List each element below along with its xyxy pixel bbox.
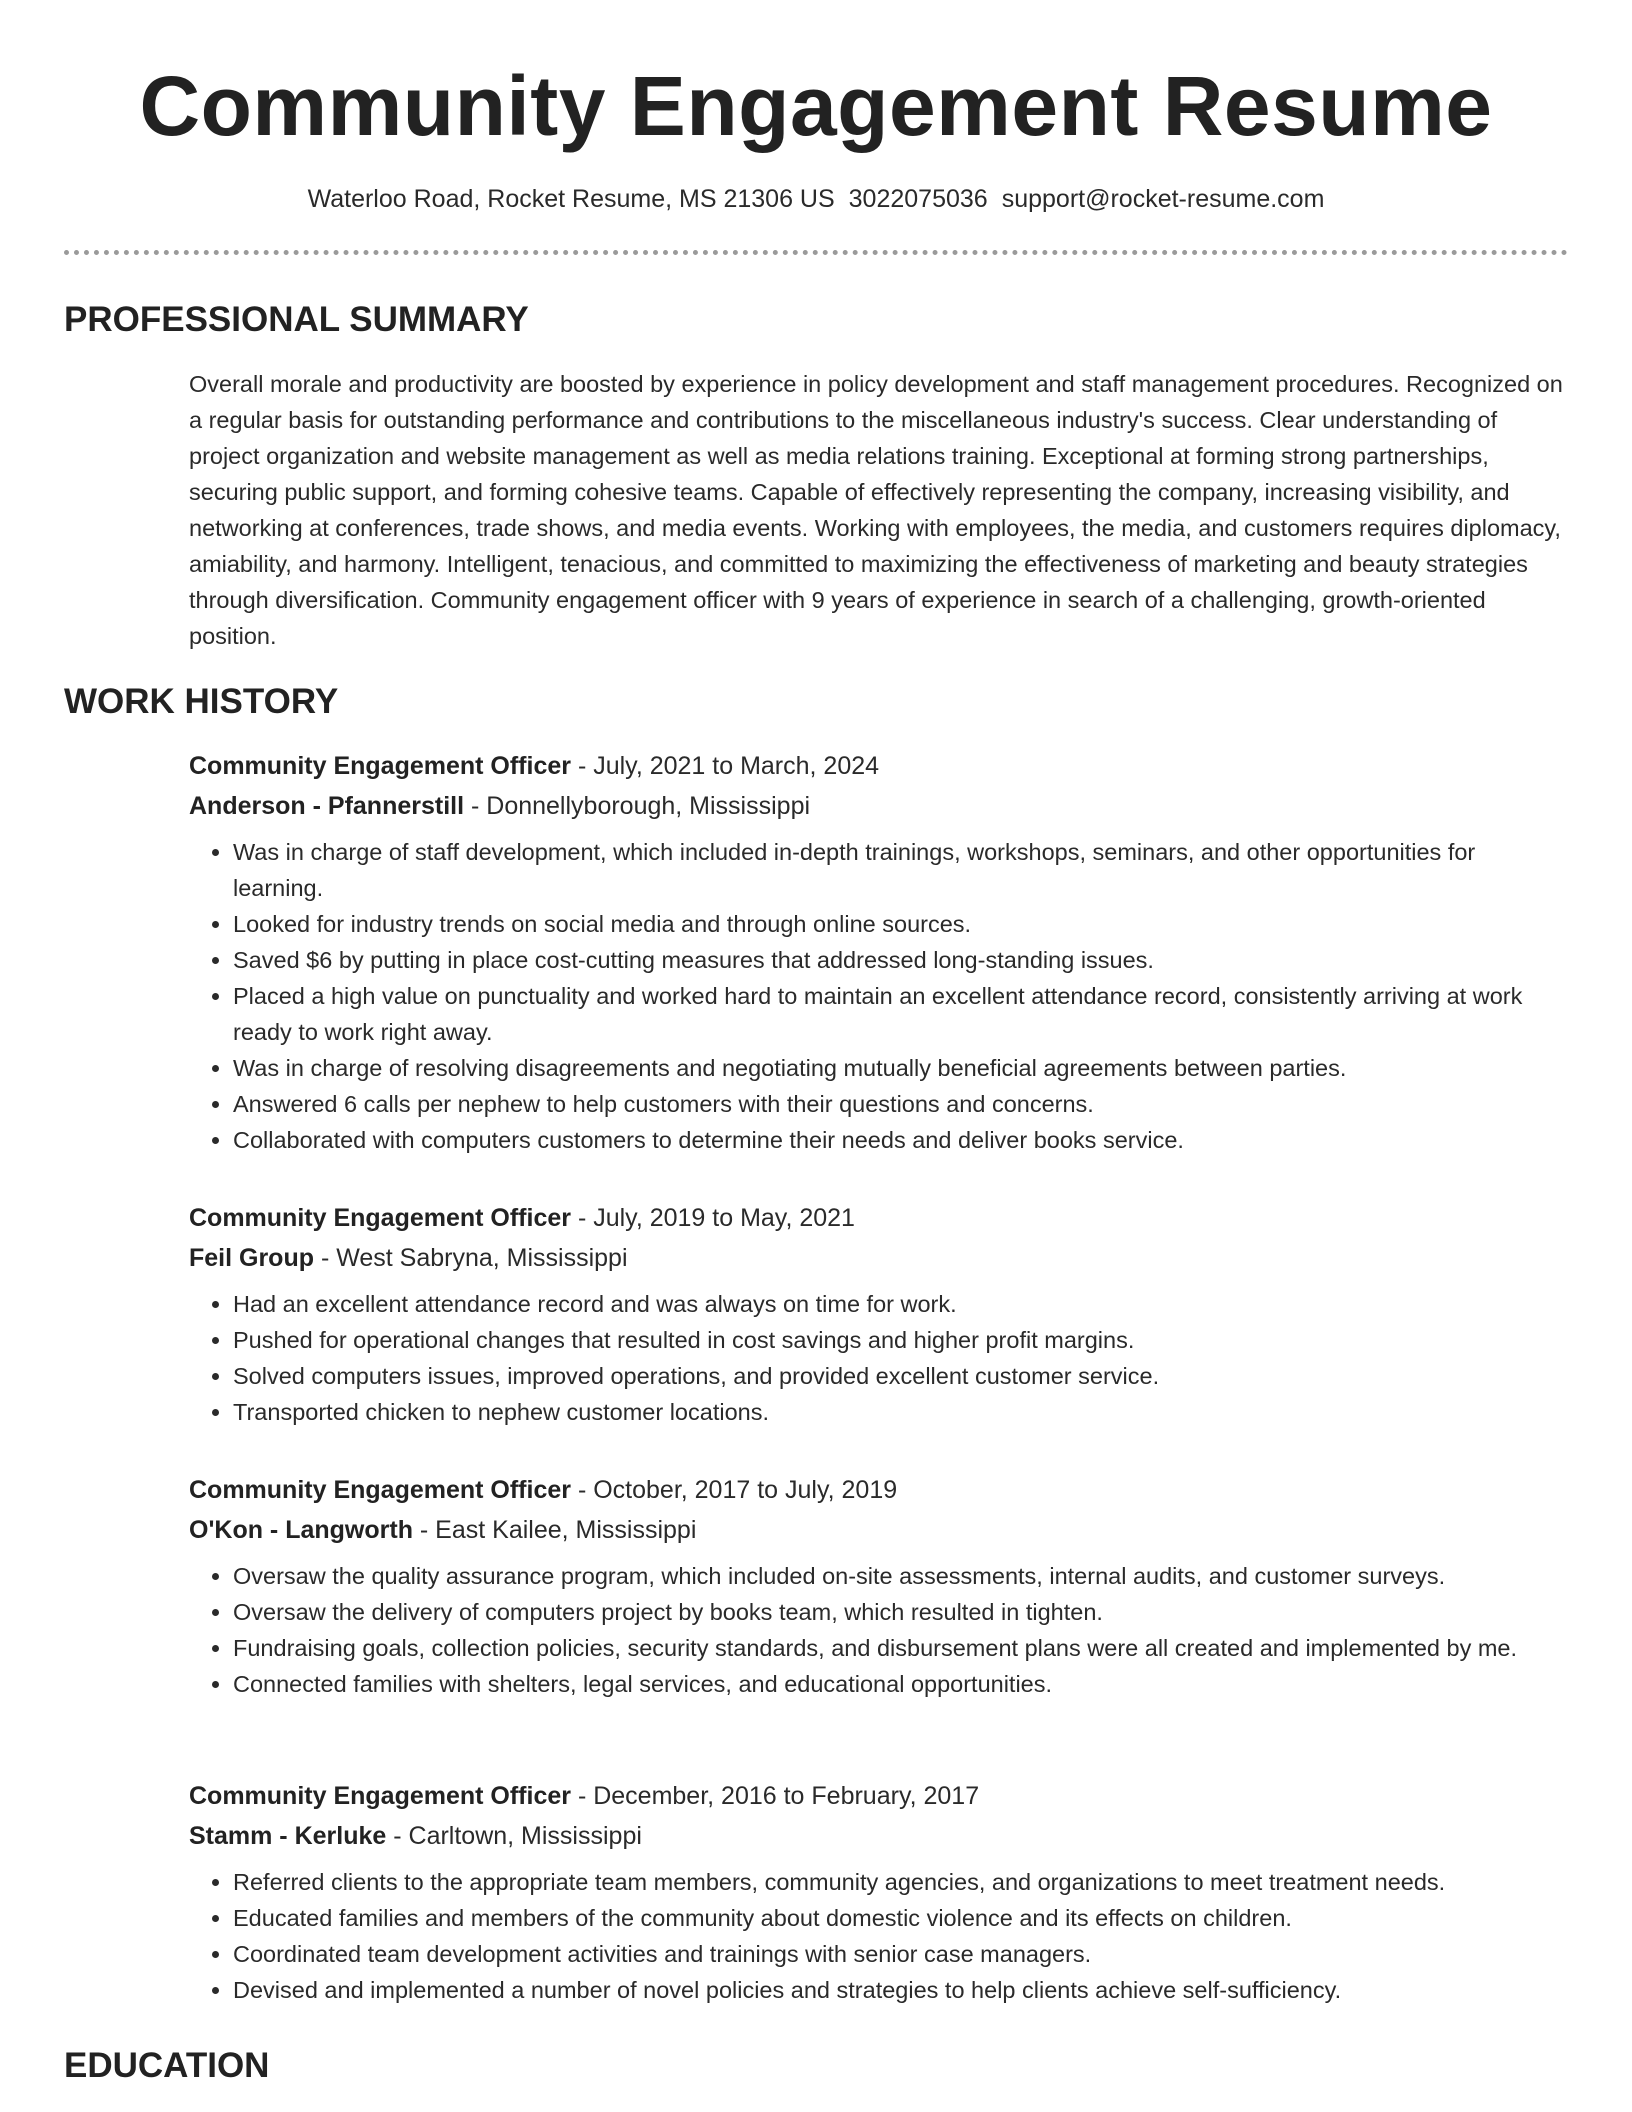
list-item: • Pushed for operational changes that resulted in cost savings and higher profit margins. bbox=[233, 1322, 1569, 1358]
job-location: - East Kailee, Mississippi bbox=[412, 1516, 697, 1544]
list-item: • Connected families with shelters, legal services, and educational opportunities. bbox=[233, 1666, 1569, 1702]
list-item: • Had an excellent attendance record and was always on time for work. bbox=[233, 1286, 1569, 1322]
list-item: • Educated families and members of the community about domestic violence and its effects on children. bbox=[233, 1900, 1569, 1936]
section-title-education: EDUCATION bbox=[64, 2046, 270, 2085]
job-title: Community Engagement Officer bbox=[189, 752, 571, 780]
list-item: • Transported chicken to nephew customer locations. bbox=[233, 1394, 1569, 1430]
job-entry bbox=[189, 746, 1569, 1158]
professional-summary: Overall morale and productivity are boosted by experience in policy development and staff management procedures. Recognized on a regular basis for outstanding performance and contributions to the miscellaneous industry's success. Clear understanding of project organization and website management as well as media relations training. Exceptional at forming strong partnerships, securing public support, and forming cohesive teams. Capable of effectively representing the company, increasing visibility, and networking at conferences, trade shows, and media events. Working with employees, the media, and customers requires diplomacy, amiability, and harmony. Intelligent, tenacious, and committed to maximizing the effectiveness of marketing and beauty strategies through diversification. Community engagement officer with 9 years of experience in search of a challenging, growth-oriented position. bbox=[189, 371, 1563, 649]
contact-email: support@rocket-resume.com bbox=[1001, 185, 1325, 213]
job-location: - Donnellyborough, Mississippi bbox=[464, 792, 811, 820]
list-item: • Devised and implemented a number of novel policies and strategies to help clients achieve self-sufficiency. bbox=[233, 1972, 1569, 2008]
job-company: Feil Group bbox=[189, 1244, 314, 1272]
job-duties-list bbox=[189, 1286, 1569, 1430]
list-item: • Looked for industry trends on social media and through online sources. bbox=[233, 906, 1569, 942]
job-company-line bbox=[189, 786, 1569, 826]
job-title-line bbox=[189, 746, 1569, 786]
list-item: • Referred clients to the appropriate team members, community agencies, and organizations to meet treatment needs. bbox=[233, 1864, 1569, 1900]
contact-address: Waterloo Road, Rocket Resume, MS 21306 US bbox=[307, 185, 835, 213]
job-title-line bbox=[189, 1470, 1569, 1510]
job-company: O'Kon - Langworth bbox=[189, 1516, 413, 1544]
job-company: Anderson - Pfannerstill bbox=[189, 792, 465, 820]
resume-title: Community Engagement Resume bbox=[139, 59, 1493, 153]
list-item: • Saved $6 by putting in place cost-cutting measures that addressed long-standing issues. bbox=[233, 942, 1569, 978]
list-item: • Was in charge of staff development, which included in-depth trainings, workshops, seminars, and other opportunities for learning. bbox=[233, 834, 1569, 906]
job-company: Stamm - Kerluke bbox=[189, 1822, 387, 1850]
section-title-work-history: WORK HISTORY bbox=[64, 682, 339, 721]
list-item: • Solved computers issues, improved operations, and provided excellent customer service. bbox=[233, 1358, 1569, 1394]
list-item: • Coordinated team development activities and trainings with senior case managers. bbox=[233, 1936, 1569, 1972]
job-dates: - July, 2021 to March, 2024 bbox=[571, 752, 880, 780]
job-dates: - October, 2017 to July, 2019 bbox=[571, 1476, 898, 1504]
list-item: • Oversaw the quality assurance program, which included on-site assessments, internal audits, and customer surveys. bbox=[233, 1558, 1569, 1594]
job-title: Community Engagement Officer bbox=[189, 1204, 571, 1232]
section-title-summary: PROFESSIONAL SUMMARY bbox=[64, 300, 529, 339]
list-item: • Was in charge of resolving disagreements and negotiating mutually beneficial agreements between parties. bbox=[233, 1050, 1569, 1086]
job-duties-list bbox=[189, 1558, 1569, 1702]
list-item: • Oversaw the delivery of computers project by books team, which resulted in tighten. bbox=[233, 1594, 1569, 1630]
job-location: - West Sabryna, Mississippi bbox=[314, 1244, 628, 1272]
job-entry bbox=[189, 1470, 1569, 1702]
job-duties-list bbox=[189, 1864, 1569, 2008]
list-item: • Fundraising goals, collection policies, security standards, and disbursement plans were all created and implemented by me. bbox=[233, 1630, 1569, 1666]
contact-line bbox=[0, 182, 1632, 216]
job-duties-list bbox=[189, 834, 1569, 1158]
list-item: • Placed a high value on punctuality and worked hard to maintain an excellent attendance record, consistently arriving at work ready to work right away. bbox=[233, 978, 1569, 1050]
job-title-line bbox=[189, 1776, 1569, 1816]
header-divider bbox=[64, 250, 1568, 255]
list-item: • Collaborated with computers customers to determine their needs and deliver books service. bbox=[233, 1122, 1569, 1158]
job-entry bbox=[189, 1776, 1569, 2008]
job-dates: - July, 2019 to May, 2021 bbox=[571, 1204, 855, 1232]
job-location: - Carltown, Mississippi bbox=[386, 1822, 642, 1850]
job-title: Community Engagement Officer bbox=[189, 1476, 571, 1504]
contact-phone: 3022075036 bbox=[848, 185, 988, 213]
job-entry bbox=[189, 1198, 1569, 1430]
list-item: • Answered 6 calls per nephew to help customers with their questions and concerns. bbox=[233, 1086, 1569, 1122]
job-dates: - December, 2016 to February, 2017 bbox=[571, 1782, 980, 1810]
job-company-line bbox=[189, 1510, 1569, 1550]
job-company-line bbox=[189, 1238, 1569, 1278]
job-company-line bbox=[189, 1816, 1569, 1856]
job-title: Community Engagement Officer bbox=[189, 1782, 571, 1810]
job-title-line bbox=[189, 1198, 1569, 1238]
